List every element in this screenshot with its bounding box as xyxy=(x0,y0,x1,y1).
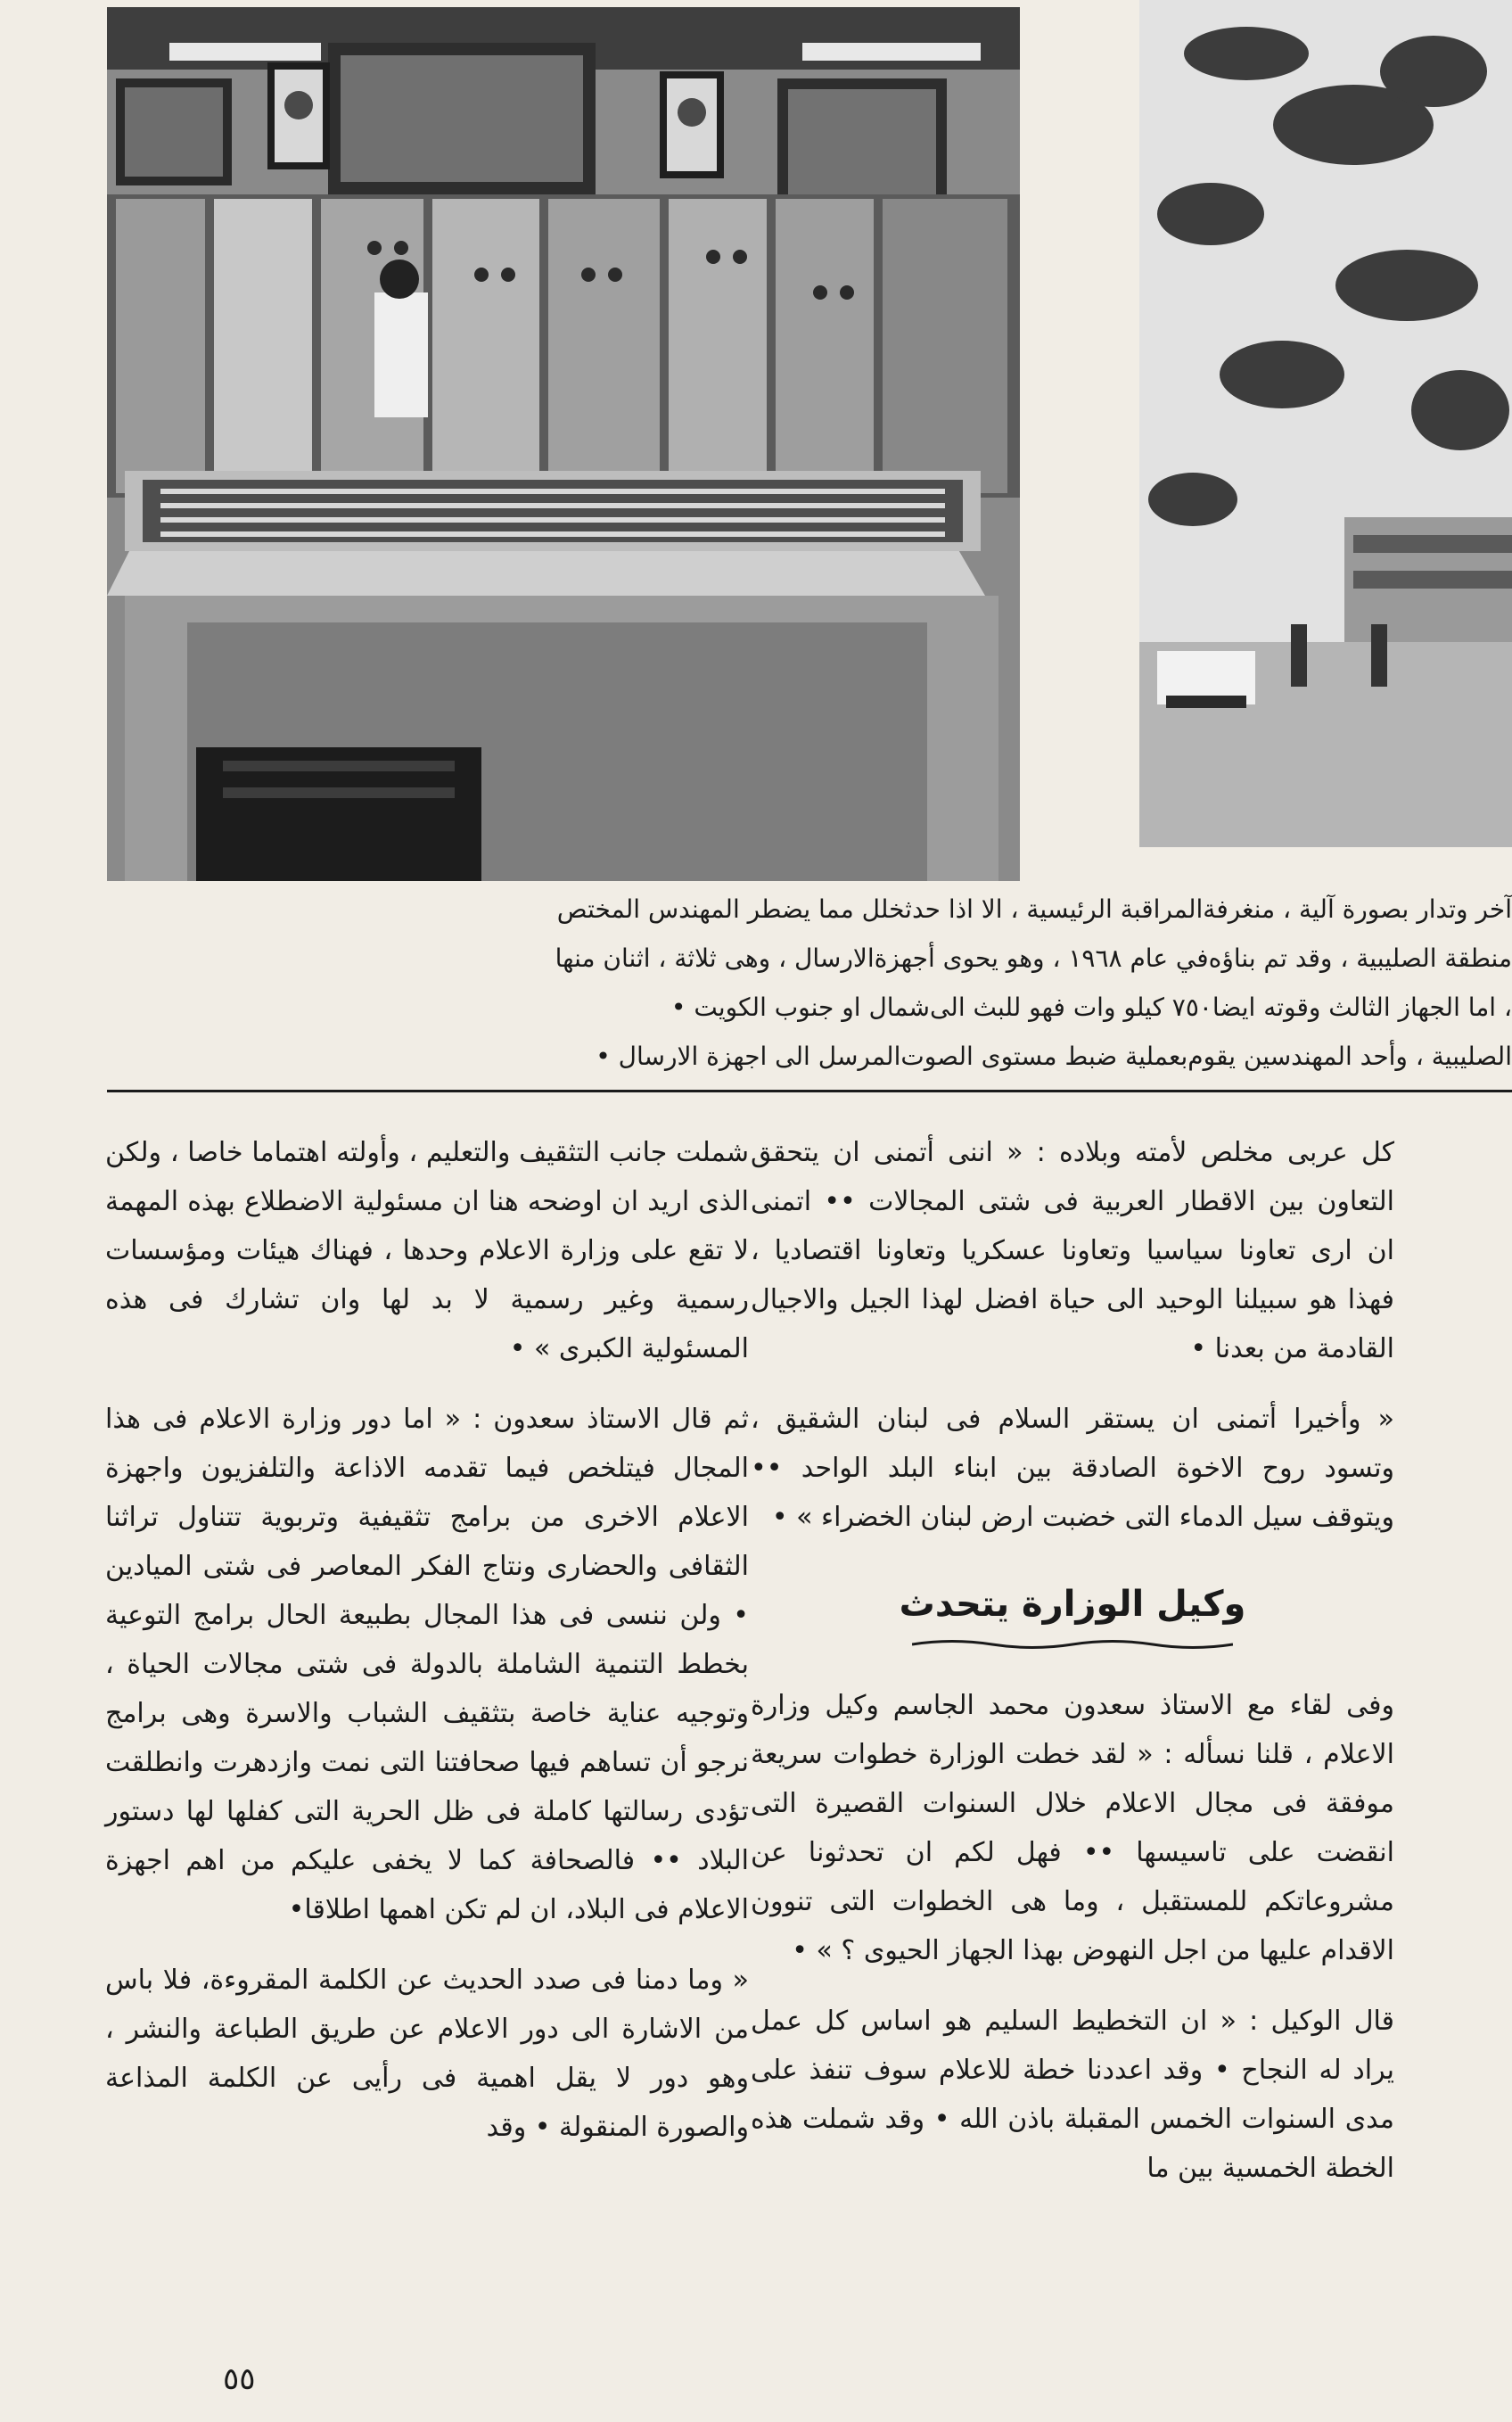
right-paragraph-4: قال الوكيل : « ان التخطيط السليم هو اساس كل عمل يراد له النجاح • وقد اعددنا خطة للاعلام سوف تنفذ على مدى السنوات الخمس المقبلة باذن الله • وقد شملت هذه الخطة الخمسية بين ما xyxy=(751,2006,1394,2184)
section-heading: وكيل الوزارة يتحدث xyxy=(899,1584,1246,1625)
right-paragraph-2: « وأخيرا أتمنى ان يستقر السلام فى لبنان الشقيق ، وتسود روح الاخوة الصادقة بين ابناء البلد الواحد •• ويتوقف سيل الدماء التى خضبت ارض لبنان الخضراء » • xyxy=(751,1404,1394,1533)
page-number: ٥٥ xyxy=(223,2361,256,2397)
heading-underline-ornament xyxy=(912,1638,1233,1651)
left-paragraph-1: شملت جانب التثقيف والتعليم ، وأولته اهتماما خاصا ، ولكن الذى اريد ان اوضحه هنا ان مسئولية الاضطلاع بهذه المهمة لا تقع على وزارة الاعلام وحدها ، فهناك هيئات ومؤسسات رسمية وغير رسمية لا بد لها وان تشارك فى هذه المسئولية الكبرى » • xyxy=(105,1137,749,1364)
caption-line-2: منطقة الصليبية ، وقد تم بناؤه‌في عام ١٩٦٨ ، وهو يحوى أجهزةالارسال ، وهى ثلاثة ، اثنان منها xyxy=(555,943,1512,973)
left-column xyxy=(105,1128,749,2173)
left-paragraph-3: « وما دمنا فى صدد الحديث عن الكلمة المقروءة، فلا باس من الاشارة الى دور الاعلام عن طريق الطباعة والنشر ، وهو دور لا يقل اهمية فى رأيى عن الكلمة المذاعة والصورة المنقولة • وقد xyxy=(105,1965,749,2143)
caption-line-3: ، اما الجهاز الثالث وقوته ايضا٧٥٠ كيلو وات فهو للبث الى‌شمال او جنوب الكويت • xyxy=(670,993,1512,1022)
right-paragraph-3: وفى لقاء مع الاستاذ سعدون محمد الجاسم وكيل وزارة الاعلام ، قلنا نسأله : « لقد خطت الوزارة خطوات سريعة موفقة فى مجال الاعلام خلال السنوات القصيرة التى انقضت على تاسيسها •• فهل لكم ان تحدثونا عن مشروعاتكم للمستقبل ، وما هى الخطوات التى تنوون الاقدام عليها من اجل النهوض بهذا الجهاز الحيوى ؟ » • xyxy=(751,1690,1394,1966)
caption-line-4: الصليبية ، وأحد المهندسين يقوم‌بعملية ضبط مستوى الصوت‌المرسل الى اجهزة الارسال • xyxy=(596,1042,1512,1071)
control-room-photo xyxy=(107,7,1020,881)
caption-divider xyxy=(107,1090,1512,1092)
right-paragraph-1: كل عربى مخلص لأمته وبلاده : « اننى أتمنى ان يتحقق التعاون بين الاقطار العربية فى شتى المجالات •• اتمنى ان ارى تعاونا سياسيا وتعاونا عسكريا وتعاونا اقتصاديا ، فهذا هو سبيلنا الوحيد الى حياة افضل لهذا الجيل والاجيال القادمة من بعدنا • xyxy=(751,1137,1394,1364)
street-photo xyxy=(1139,0,1512,847)
left-paragraph-2: ثم قال الاستاذ سعدون : « اما دور وزارة الاعلام فى هذا المجال فيتلخص فيما تقدمه الاذاعة والتلفزيون واجهزة الاعلام الاخرى من برامج تثقيفية وتربوية تتناول تراثنا الثقافى والحضارى ونتاج الفكر المعاصر فى شتى الميادين • ولن ننسى فى هذا المجال بطبيعة الحال برامج التوعية بخطط التنمية الشاملة بالدولة فى شتى مجالات الحياة ، وتوجيه عناية خاصة بتثقيف الشباب والاسرة وهى برامج نرجو أن تساهم فيها صحافتنا التى نمت وازدهرت وانطلقت تؤدى رسالتها كاملة فى ظل الحرية التى كفلها لها دستور البلاد •• فالصحافة كما لا يخفى عليكم من اهم اجهزة الاعلام فى البلاد، ان لم تكن اهمها اطلاقا• xyxy=(105,1404,749,1925)
caption-line-1: آخر وتدار بصورة آلية ، منغرفةالمراقبة الرئيسية ، الا اذا حدثخلل مما يضطر المهندس المختص xyxy=(556,894,1512,924)
right-column xyxy=(751,1128,1394,2214)
